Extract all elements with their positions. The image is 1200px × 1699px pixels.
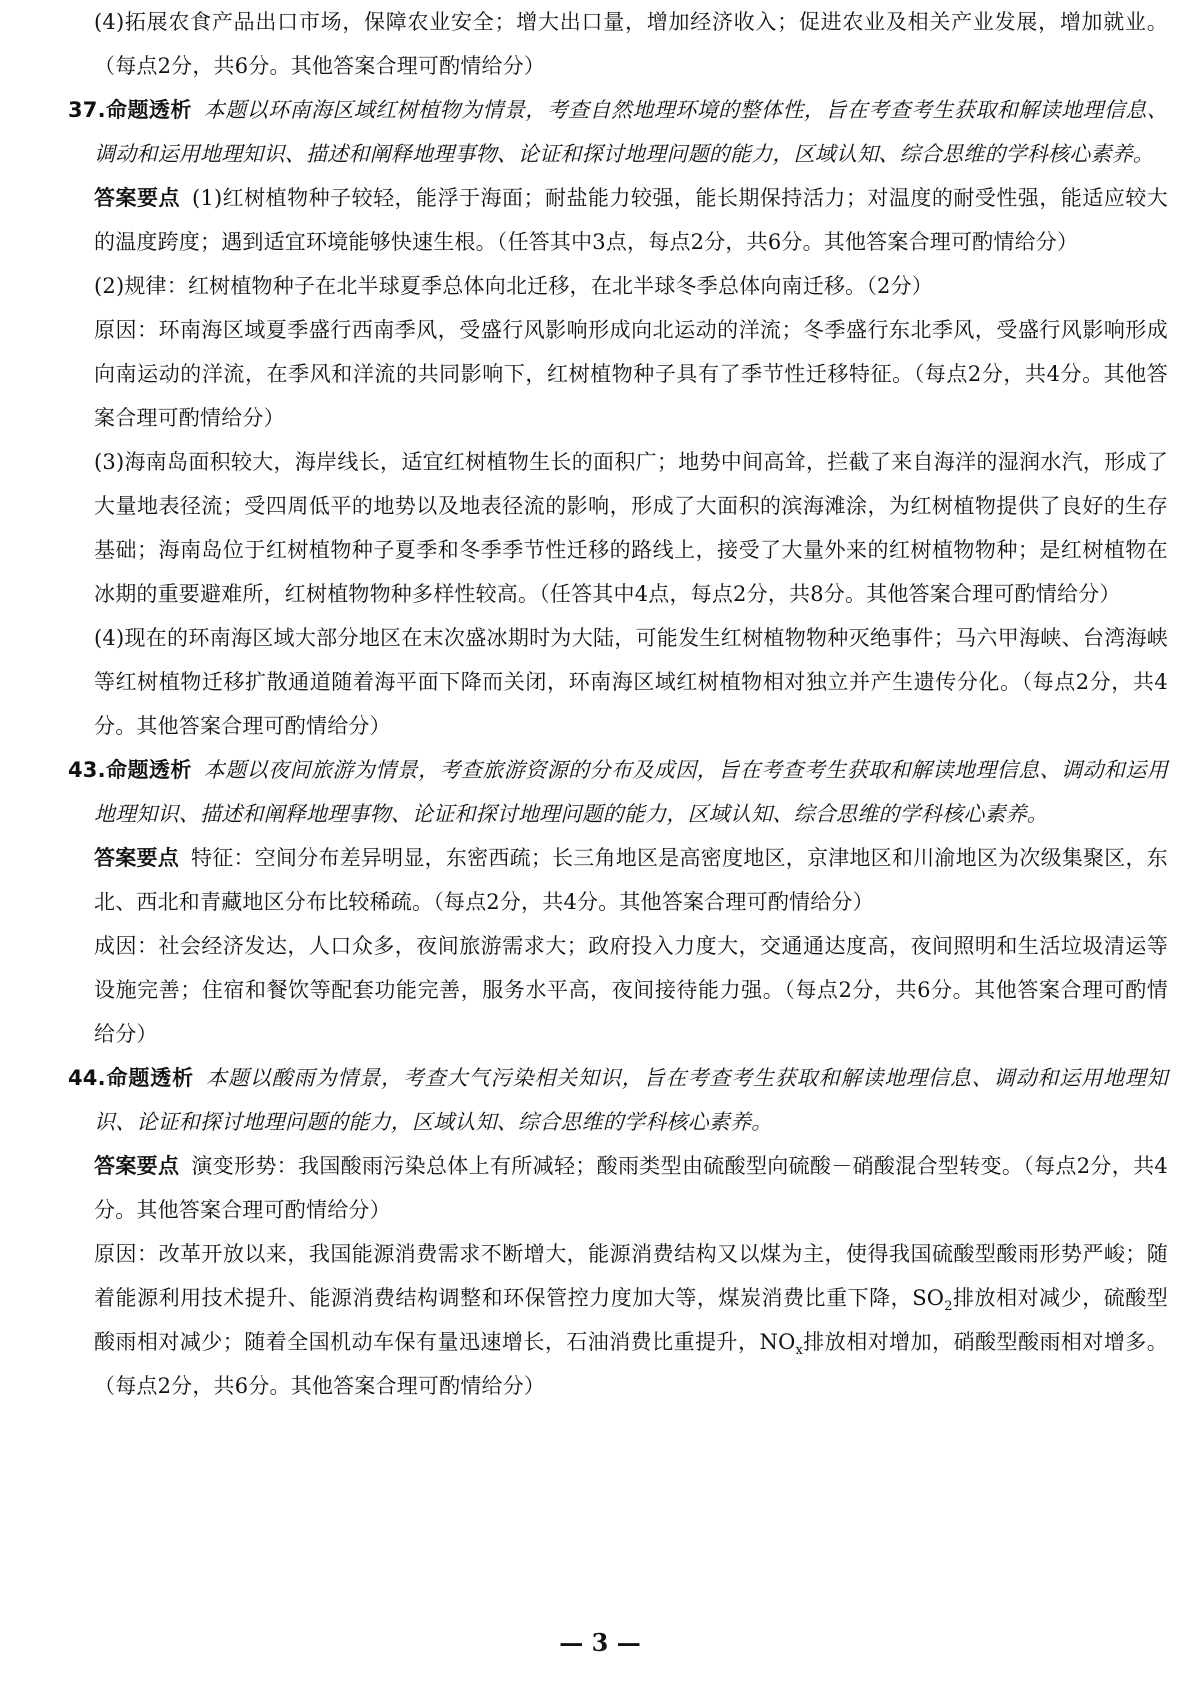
q43-answer-label: 答案要点 <box>94 846 179 870</box>
q37-intro <box>68 88 1168 176</box>
q44-intro-text: 本题以酸雨为情景，考查大气污染相关知识，旨在考查考生获取和解读地理信息、调动和运用地理知识、论证和探讨地理问题的能力，区域认知、综合思维的学科核心素养。 <box>94 1066 1168 1134</box>
q37-answer-label: 答案要点 <box>94 186 180 210</box>
q43-answer-text: 特征：空间分布差异明显，东密西疏；长三角地区是高密度地区，京津地区和川渝地区为次级集聚区，东北、西北和青藏地区分布比较稀疏。（每点2分，共4分。其他答案合理可酌情给分） <box>94 846 1168 914</box>
q44-reason <box>68 1232 1168 1408</box>
q43-answer <box>68 836 1168 924</box>
q37-answer-text: (1)红树植物种子较轻，能浮于海面；耐盐能力较强，能长期保持活力；对温度的耐受性强，能适应较大的温度跨度；遇到适宜环境能够快速生根。（任答其中3点，每点2分，共6分。其他答案合理可酌情给分） <box>94 186 1168 254</box>
q44-reason-b: 排放相对减少，硫酸型酸雨相对减少；随着全国机动车保有量迅速增长，石油消费比重提升，NO <box>94 1286 1169 1354</box>
nox-subscript: x <box>795 1343 804 1359</box>
q36-part4: (4)拓展农食产品出口市场，保障农业安全；增大出口量，增加经济收入；促进农业及相关产业发展，增加就业。（每点2分，共6分。其他答案合理可酌情给分） <box>94 10 1168 78</box>
so2-subscript: 2 <box>944 1299 953 1315</box>
q37-part4: (4)现在的环南海区域大部分地区在末次盛冰期时为大陆，可能发生红树植物物种灭绝事件；马六甲海峡、台湾海峡等红树植物迁移扩散通道随着海平面下降而关闭，环南海区域红树植物相对独立并产生遗传分化。（每点2分，共4分。其他答案合理可酌情给分） <box>94 626 1168 738</box>
page-number: — 3 — <box>559 1628 641 1657</box>
q43-number: 43. <box>68 758 106 782</box>
document-page <box>68 0 1168 1408</box>
q37-part3: (3)海南岛面积较大，海岸线长，适宜红树植物生长的面积广；地势中间高耸，拦截了来自海洋的湿润水汽，形成了大量地表径流；受四周低平的地势以及地表径流的影响，形成了大面积的滨海滩涂，为红树植物提供了良好的生存基础；海南岛位于红树植物种子夏季和冬季季节性迁移的路线上，接受了大量外来的红树植物物种；是红树植物在冰期的重要避难所，红树植物物种多样性较高。（任答其中4点，每点2分，共8分。其他答案合理可酌情给分） <box>94 450 1168 606</box>
q44-reason-c: 排放相对增加，硝酸型酸雨相对增多。（每点2分，共6分。其他答案合理可酌情给分） <box>94 1330 1168 1398</box>
q37-number: 37. <box>68 98 106 122</box>
q37-part2-reason: 原因：环南海区域夏季盛行西南季风，受盛行风影响形成向北运动的洋流；冬季盛行东北季风，受盛行风影响形成向南运动的洋流，在季风和洋流的共同影响下，红树植物种子具有了季节性迁移特征。（每点2分，共4分。其他答案合理可酌情给分） <box>94 318 1168 430</box>
q37-intro-text: 本题以环南海区域红树植物为情景，考查自然地理环境的整体性，旨在考查考生获取和解读地理信息、调动和运用地理知识、描述和阐释地理事物、论证和探讨地理问题的能力，区域认知、综合思维的学科核心素养。 <box>94 98 1168 166</box>
q43-intro-label: 命题透析 <box>105 758 192 782</box>
q44-reason-a: 原因：改革开放以来，我国能源消费需求不断增大，能源消费结构又以煤为主，使得我国硫酸型酸雨形势严峻；随着能源利用技术提升、能源消费结构调整和环保管控力度加大等，煤炭消费比重下降，SO <box>94 1242 1168 1310</box>
q44-number: 44. <box>68 1066 106 1090</box>
q37-intro-label: 命题透析 <box>105 98 192 122</box>
q37-answer <box>68 176 1168 264</box>
q43-reason: 成因：社会经济发达，人口众多，夜间旅游需求大；政府投入力度大，交通通达度高，夜间照明和生活垃圾清运等设施完善；住宿和餐饮等配套功能完善，服务水平高，夜间接待能力强。（每点2分，共6分。其他答案合理可酌情给分） <box>94 934 1168 1046</box>
q43-intro <box>68 748 1168 836</box>
q43-intro-text: 本题以夜间旅游为情景，考查旅游资源的分布及成因，旨在考查考生获取和解读地理信息、调动和运用地理知识、描述和阐释地理事物、论证和探讨地理问题的能力，区域认知、综合思维的学科核心素养。 <box>94 758 1168 826</box>
q44-intro <box>68 1056 1168 1144</box>
q37-part2-rule: (2)规律：红树植物种子在北半球夏季总体向北迁移，在北半球冬季总体向南迁移。（2分） <box>94 274 934 298</box>
q44-answer-label: 答案要点 <box>94 1154 180 1178</box>
q44-answer-text: 演变形势：我国酸雨污染总体上有所减轻；酸雨类型由硫酸型向硫酸－硝酸混合型转变。（每点2分，共4分。其他答案合理可酌情给分） <box>94 1154 1168 1222</box>
q44-intro-label: 命题透析 <box>105 1066 195 1090</box>
q44-answer <box>68 1144 1168 1232</box>
